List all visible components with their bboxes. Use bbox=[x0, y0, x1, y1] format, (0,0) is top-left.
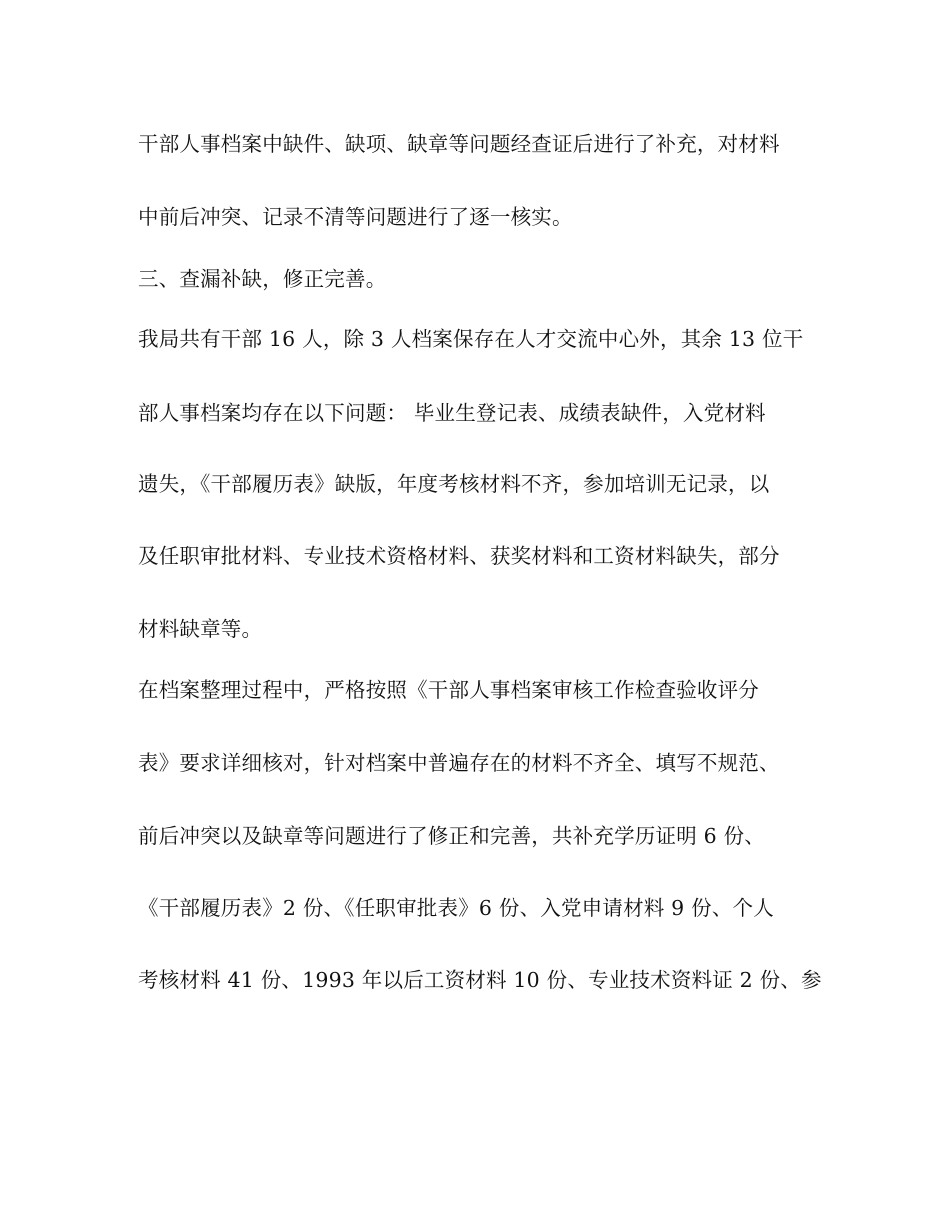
text-line-11: 前后冲突以及缺章等问题进行了修正和完善，共补充学历证明 6 份、 bbox=[138, 824, 765, 848]
text-line-8: 材料缺章等。 bbox=[138, 617, 263, 641]
text-line-4: 我局共有干部 16 人，除 3 人档案保存在人才交流中心外，其余 13 位干 bbox=[138, 327, 804, 351]
text-line-6: 遗失，《干部履历表》缺版，年度考核材料不齐，参加培训无记录，以 bbox=[138, 472, 770, 496]
text-line-9: 在档案整理过程中，严格按照《干部人事档案审核工作检查验收评分 bbox=[138, 678, 759, 702]
section-heading: 三、查漏补缺，修正完善。 bbox=[138, 267, 387, 291]
text-line-13: 考核材料 41 份、1993 年以后工资材料 10 份、专业技术资料证 2 份、参 bbox=[138, 968, 822, 992]
text-line-7: 及任职审批材料、专业技术资格材料、获奖材料和工资材料缺失，部分 bbox=[138, 544, 780, 568]
text-line-2: 中前后冲突、记录不清等问题进行了逐一核实。 bbox=[138, 205, 573, 229]
text-line-10: 表》要求详细核对，针对档案中普遍存在的材料不齐全、填写不规范、 bbox=[138, 751, 780, 775]
text-line-1: 干部人事档案中缺件、缺项、缺章等问题经查证后进行了补充，对材料 bbox=[138, 132, 780, 156]
text-line-5: 部人事档案均存在以下问题： 毕业生登记表、成绩表缺件，入党材料 bbox=[138, 401, 766, 425]
text-line-12: 《干部履历表》2 份、《任职审批表》6 份、入党申请材料 9 份、个人 bbox=[138, 896, 774, 920]
